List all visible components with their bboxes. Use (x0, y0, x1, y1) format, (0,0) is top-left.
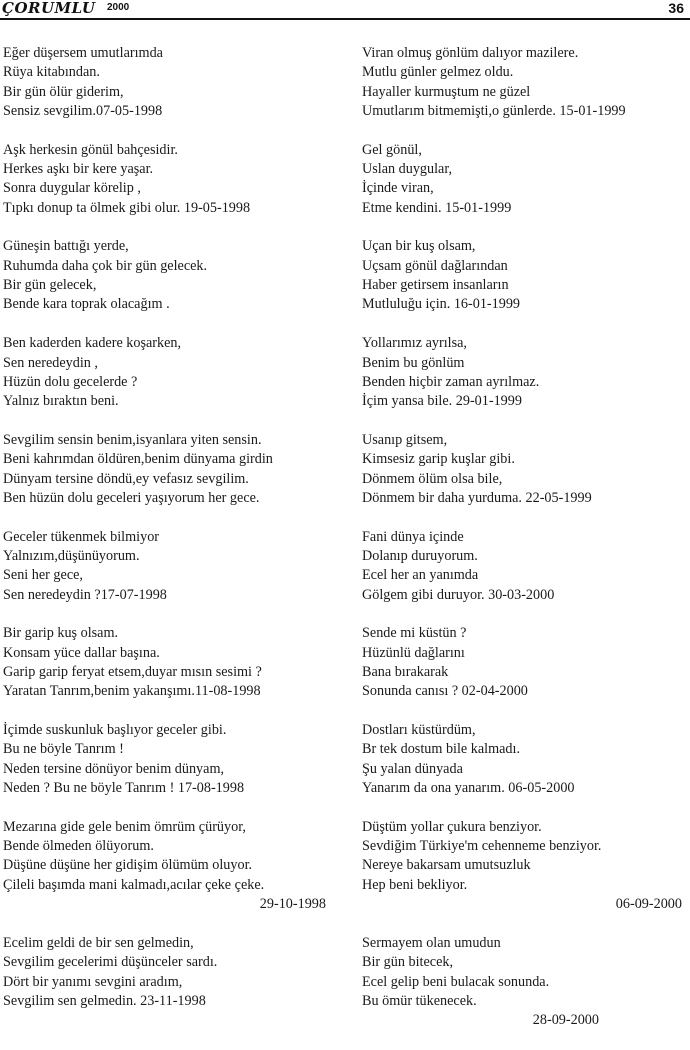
poem-line: Eğer düşersem umutlarımda (3, 45, 163, 61)
poem-line: Mutlu günler gelmez oldu. (362, 64, 514, 81)
poem-line: Dolanıp duruyorum. (362, 547, 478, 564)
poem-stanza (3, 237, 333, 314)
poem-line: Bende kara toprak olacağım . (3, 296, 170, 313)
poem-line: Sonra duygular körelip , (3, 180, 141, 197)
poem-line: Beni kahrımdan öldüren,benim dünyama girdin (3, 451, 273, 468)
poem-line: Yaratan Tanrım,benim yakanşımı.11-08-1998 (3, 683, 261, 700)
poem-line: Bir gün gelecek, (3, 277, 97, 294)
page-number: 36 (668, 0, 684, 16)
poem-line: Bir gün bitecek, (362, 954, 454, 971)
poem-stanza (362, 431, 682, 508)
poem-line: Sevgilim sen gelmedin. 23-11-1998 (3, 992, 206, 1009)
poem-line: Haber getirsem insanların (362, 277, 509, 294)
poem-line: Uçan bir kuş olsam, (362, 238, 476, 255)
poem-line: Neden tersine dönüyor benim dünyam, (3, 760, 225, 777)
poem-line: Nereye bakarsam umutsuzluk (362, 857, 531, 874)
poem-line: Herkes aşkı bir kere yaşar. (3, 161, 154, 178)
poem-stanza (362, 334, 682, 411)
poem-line: Bu ömür tükenecek. (362, 992, 477, 1009)
poem-line: Uslan duygular, (362, 161, 453, 178)
poem-line: Viran olmuş gönlüm dalıyor mazilere. (362, 45, 579, 61)
poem-line: Yalnız bıraktın beni. (3, 393, 119, 410)
poem-stanza (3, 431, 333, 508)
left-column (3, 44, 333, 1031)
poem-line: İçim yansa bile. 29-01-1999 (362, 393, 522, 410)
poem-line: Sen neredeydin , (3, 354, 98, 371)
poem-line: Rüya kitabından. (3, 64, 100, 81)
page-header (0, 0, 690, 20)
poem-line: Neden ? Bu ne böyle Tanrım ! 17-08-1998 (3, 780, 245, 797)
poem-line: Gel gönül, (362, 141, 422, 158)
poem-line: Uçsam gönül dağlarından (362, 257, 508, 274)
poem-line: Sevgilim gecelerimi düşünceler sardı. (3, 954, 218, 971)
poem-line: Dört bir yanımı sevgini aradım, (3, 973, 183, 990)
poem-line: Kimsesiz garip kuşlar gibi. (362, 451, 515, 468)
poem-stanza (3, 334, 333, 411)
poem-line: Dostları küstürdüm, (362, 722, 476, 739)
poem-line: Garip garip feryat etsem,duyar mısın sesimi ? (3, 664, 262, 680)
poem-line: Bu ne böyle Tanrım ! (3, 741, 124, 758)
poem-line: Ecel gelip beni bulacak sonunda. (362, 973, 550, 990)
poem-line: Benden hiçbir zaman ayrılmaz. (362, 373, 540, 390)
poem-line: Br tek dostum bile kalmadı. (362, 741, 521, 758)
poem-line: İçimde suskunluk başlıyor geceler gibi. (3, 722, 227, 739)
poem-line: Ben hüzün dolu geceleri yaşıyorum her gece. (3, 489, 260, 506)
poem-stanza (362, 141, 682, 218)
poem-line: Ecelim geldi de bir sen gelmedin, (3, 934, 194, 951)
poem-line: Sensiz sevgilim.07-05-1998 (3, 103, 163, 120)
poem-line: Usanıp gitsem, (362, 431, 448, 448)
poem-line: Ben kaderden kadere koşarken, (3, 335, 182, 352)
poem-stanza (362, 818, 682, 915)
poem-line: Hüzünlü dağlarını (362, 644, 465, 661)
poem-date: 29-10-1998 (259, 896, 326, 913)
poem-line: Bir garip kuş olsam. (3, 625, 119, 642)
poem-line: Sermayem olan umudun (362, 934, 501, 951)
right-column (362, 44, 682, 1050)
poem-line: Ruhumda daha çok bir gün gelecek. (3, 257, 208, 274)
poem-line: Sende mi küstün ? (362, 625, 467, 642)
poem-date: 06-09-2000 (615, 896, 682, 913)
poem-line: İçinde viran, (362, 180, 434, 197)
poem-line: Hayaller kurmuştum ne güzel (362, 83, 531, 100)
poem-line: Yollarımız ayrılsa, (362, 335, 467, 352)
poem-line: Konsam yüce dallar başına. (3, 644, 160, 661)
poem-line: Hüzün dolu gecelerde ? (3, 373, 138, 390)
poem-stanza (362, 528, 682, 605)
poem-line: Dönmem bir daha yurduma. 22-05-1999 (362, 489, 592, 506)
poem-date: 28-09-2000 (532, 1012, 599, 1029)
poem-line: Ecel her an yanımda (362, 567, 479, 584)
poem-line: Umutlarım bitmemişti,o günlerde. 15-01-1999 (362, 103, 626, 120)
poem-line: Dünyam tersine döndü,ey vefasız sevgilim. (3, 470, 249, 487)
poem-line: Düştüm yollar çukura benziyor. (362, 818, 542, 835)
issue-year: 2000 (107, 2, 130, 13)
poem-line: Sen neredeydin ?17-07-1998 (3, 586, 167, 603)
poem-line: Sonunda canısı ? 02-04-2000 (362, 683, 528, 700)
poem-line: Çileli başımda mani kalmadı,acılar çeke çeke. (3, 876, 265, 893)
poem-line: Mutluluğu için. 16-01-1999 (362, 296, 521, 313)
poem-stanza (362, 624, 682, 701)
header-rule (0, 18, 690, 20)
poem-stanza (3, 528, 333, 605)
poem-line: Geceler tükenmek bilmiyor (3, 528, 160, 545)
poem-line: Hep beni bekliyor. (362, 876, 468, 893)
magazine-title: ÇORUMLU (2, 0, 96, 17)
poem-line: Bana bırakarak (362, 664, 449, 680)
poem-stanza (362, 721, 682, 798)
poem-stanza (3, 934, 333, 1011)
poem-line: Gölgem gibi duruyor. 30-03-2000 (362, 586, 555, 603)
poem-line: Sevgilim sensin benim,isyanlara yiten sensin. (3, 431, 262, 448)
poem-stanza (3, 44, 333, 121)
poem-stanza (362, 44, 682, 121)
poem-line: Sevdiğim Türkiye'm cehenneme benziyor. (362, 838, 602, 855)
poem-line: Mezarına gide gele benim ömrüm çürüyor, (3, 818, 246, 835)
poem-line: Benim bu gönlüm (362, 354, 465, 371)
poem-line: Fani dünya içinde (362, 528, 464, 545)
poem-line: Tıpkı donup ta ölmek gibi olur. 19-05-1998 (3, 199, 251, 216)
poem-stanza (3, 721, 333, 798)
poem-stanza (3, 141, 333, 218)
poem-stanza (3, 624, 333, 701)
poem-line: Yanarım da ona yanarım. 06-05-2000 (362, 780, 575, 797)
poem-line: Aşk herkesin gönül bahçesidir. (3, 141, 178, 158)
poem-line: Bende ölmeden ölüyorum. (3, 838, 154, 855)
poem-stanza (362, 237, 682, 314)
poem-line: Güneşin battığı yerde, (3, 238, 129, 255)
poem-line: Etme kendini. 15-01-1999 (362, 199, 512, 216)
poem-line: Seni her gece, (3, 567, 83, 584)
poem-line: Düşüne düşüne her gidişim ölümüm oluyor. (3, 857, 253, 874)
poem-line: Yalnızım,düşünüyorum. (3, 547, 140, 564)
poem-stanza (362, 934, 682, 1031)
poem-stanza (3, 818, 333, 915)
poem-line: Dönmem ölüm olsa bile, (362, 470, 503, 487)
poem-line: Bir gün ölür giderim, (3, 83, 124, 100)
poem-line: Şu yalan dünyada (362, 760, 463, 777)
